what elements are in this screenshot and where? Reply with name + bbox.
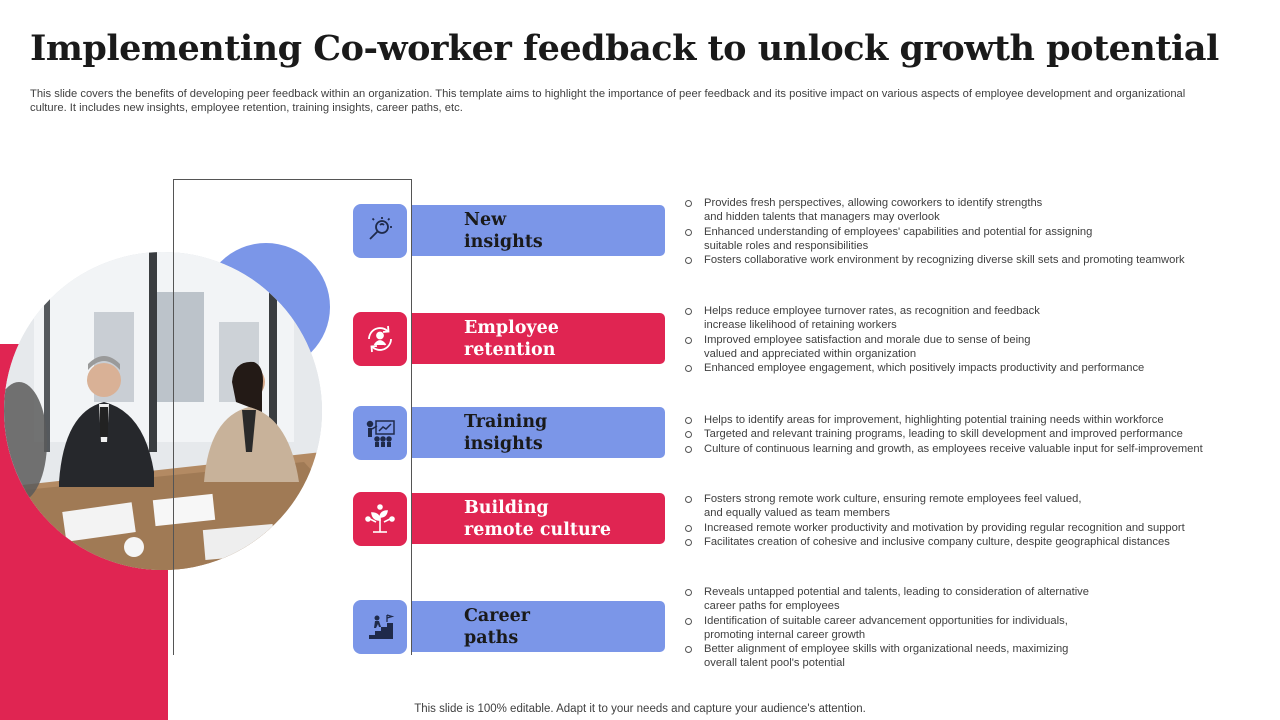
bullet-item: Reveals untapped potential and talents, leading to consideration of alternative career paths for employees — [684, 585, 1264, 614]
person-cycle-icon — [353, 312, 407, 366]
benefit-bar — [412, 205, 665, 256]
benefit-new-insights — [353, 204, 665, 258]
bullet-item: Enhanced employee engagement, which positively impacts productivity and performance — [684, 361, 1264, 375]
bullet-item: Increased remote worker productivity and motivation by providing regular recognition and support — [684, 521, 1264, 535]
bullet-item: Helps to identify areas for improvement, highlighting potential training needs within workforce — [684, 413, 1264, 427]
benefit-bar — [412, 601, 665, 652]
building-remote-culture-bullets — [684, 492, 1264, 549]
bullet-item: Fosters collaborative work environment by recognizing diverse skill sets and promoting teamwork — [684, 253, 1264, 267]
bullet-item: Helps reduce employee turnover rates, as recognition and feedback increase likelihood of retaining workers — [684, 304, 1264, 333]
presentation-board-icon — [353, 406, 407, 460]
career-paths-bullets — [684, 585, 1264, 671]
bullet-item: Better alignment of employee skills with organizational needs, maximizing overall talent pool's potential — [684, 642, 1264, 671]
benefit-building-remote-culture — [353, 492, 665, 546]
benefit-label: Training insights — [464, 412, 548, 454]
benefit-label: New insights — [464, 210, 543, 252]
bullet-item: Facilitates creation of cohesive and inclusive company culture, despite geographical distances — [684, 535, 1264, 549]
bullet-item: Identification of suitable career advancement opportunities for individuals, promoting internal career growth — [684, 614, 1264, 643]
slide-description: This slide covers the benefits of developing peer feedback within an organization. This template aims to highlight the importance of peer feedback and its positive impact on various aspects of employee development and organizational culture. It includes new insights, employee retention, training insights, career paths, etc. — [30, 88, 1186, 114]
bullet-item: Improved employee satisfaction and morale due to sense of being valued and appreciated within organization — [684, 333, 1264, 362]
slide-title: Implementing Co-worker feedback to unlock growth potential — [30, 28, 1219, 69]
benefit-bar — [412, 407, 665, 458]
bullet-item: Culture of continuous learning and growth, as employees receive valuable input for self-improvement — [684, 442, 1264, 456]
training-insights-bullets — [684, 413, 1264, 456]
slide-footer: This slide is 100% editable. Adapt it to your needs and capture your audience's attention. — [414, 703, 866, 715]
benefit-training-insights — [353, 406, 665, 460]
bullet-item: Targeted and relevant training programs, leading to skill development and improved performance — [684, 427, 1264, 441]
benefit-employee-retention — [353, 312, 665, 366]
benefit-bar — [412, 313, 665, 364]
lightbulb-magnifier-icon — [353, 204, 407, 258]
bullet-item: Fosters strong remote work culture, ensuring remote employees feel valued, and equally valued as team members — [684, 492, 1264, 521]
benefit-bar — [412, 493, 665, 544]
benefit-label: Building remote culture — [464, 498, 612, 540]
benefit-career-paths — [353, 600, 665, 654]
bullet-item: Provides fresh perspectives, allowing coworkers to identify strengths and hidden talents that managers may overlook — [684, 196, 1264, 225]
bullet-item: Enhanced understanding of employees' capabilities and potential for assigning suitable roles and responsibilities — [684, 225, 1264, 254]
employee-retention-bullets — [684, 304, 1264, 375]
plant-network-icon — [353, 492, 407, 546]
benefit-label: Career paths — [464, 606, 530, 648]
new-insights-bullets — [684, 196, 1264, 267]
stairs-climber-icon — [353, 600, 407, 654]
benefit-label: Employee retention — [464, 318, 559, 360]
